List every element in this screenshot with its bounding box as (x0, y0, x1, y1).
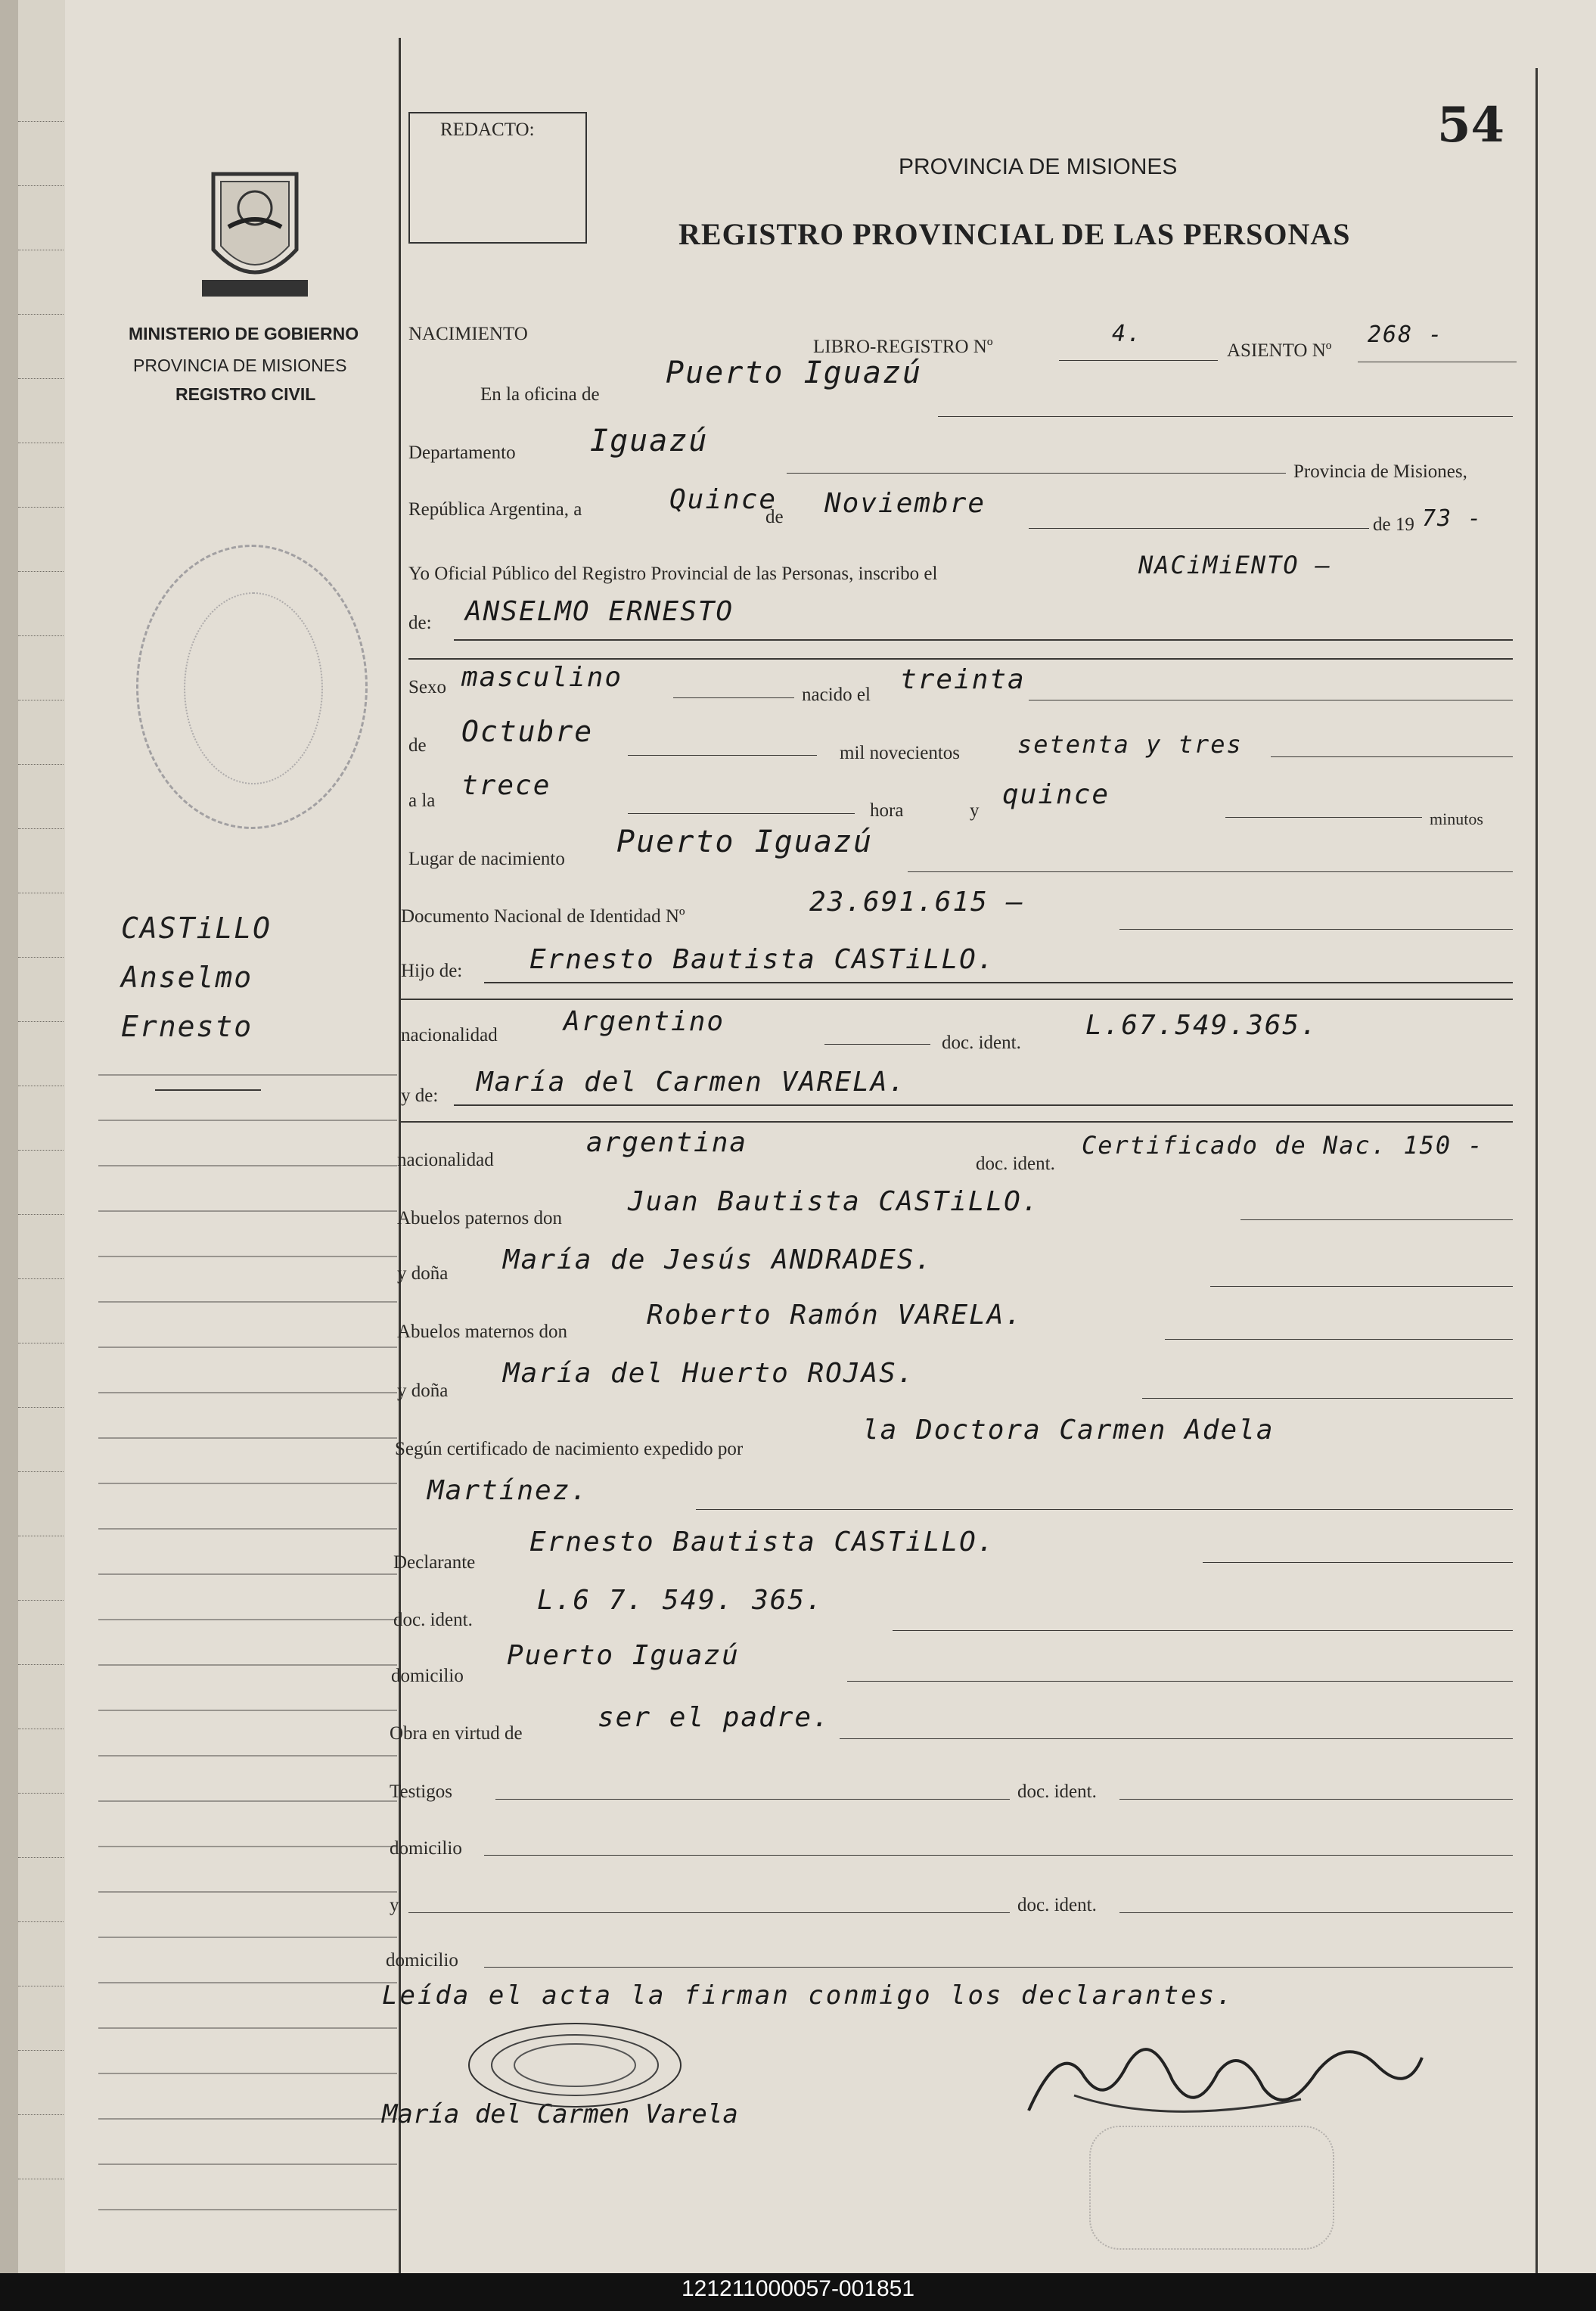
ala-label: a la (408, 791, 436, 811)
hijo-label: Hijo de: (401, 961, 463, 981)
inscribo-value: NACiMiENTO — (1138, 551, 1332, 579)
year-value: 73 - (1422, 505, 1483, 532)
ministry-line-2: PROVINCIA DE MISIONES (133, 356, 347, 375)
de-label: de (765, 507, 784, 527)
y-label: y (970, 800, 980, 821)
page-number: 54 (1437, 97, 1505, 154)
asiento-value: 268 - (1368, 321, 1444, 348)
provincial-crest-emblem (198, 166, 312, 300)
province-heading: PROVINCIA DE MISIONES (899, 154, 1178, 179)
testigos-docident-label: doc. ident. (1017, 1781, 1097, 1802)
margin-given-name-1: Anselmo (121, 961, 253, 994)
abuelo-mat-value: Roberto Ramón VARELA. (647, 1300, 1023, 1331)
nacimiento-label: NACIMIENTO (408, 324, 528, 344)
book-spine (0, 0, 18, 2273)
dni-label: Documento Nacional de Identidad Nº (401, 906, 685, 927)
libro-label: LIBRO-REGISTRO Nº (813, 337, 993, 357)
testigos-domicilio-label: domicilio (390, 1838, 462, 1859)
padre-docident-label: doc. ident. (942, 1033, 1021, 1053)
republica-label: República Argentina, a (408, 499, 582, 520)
mother-signature: María del Carmen Varela (382, 2099, 738, 2129)
margin-underline (155, 1089, 261, 1091)
madre-doc-value: Certificado de Nac. 150 - (1082, 1131, 1484, 1160)
abuelo-pat-value: Juan Bautista CASTiLLO. (628, 1186, 1040, 1217)
oficina-value: Puerto Iguazú (666, 356, 923, 390)
madre-docident-label: doc. ident. (976, 1154, 1055, 1174)
mil-label: mil novecientos (840, 743, 960, 763)
decl-docident-label: doc. ident. (393, 1610, 473, 1630)
mes-nac-value: Octubre (461, 715, 594, 748)
hora-label: hora (870, 800, 904, 821)
decl-doc-value: L.6 7. 549. 365. (537, 1585, 824, 1616)
madre-value: María del Carmen VARELA. (477, 1067, 907, 1098)
mes-value: Noviembre (824, 488, 986, 519)
nombre-value: ANSELMO ERNESTO (465, 596, 734, 627)
nacido-value: treinta (900, 664, 1026, 695)
abuelos-pat-label: Abuelos paternos don (397, 1208, 563, 1228)
ydona-mat-label: y doña (397, 1381, 449, 1401)
declarante-label: Declarante (393, 1552, 476, 1573)
lugar-label: Lugar de nacimiento (408, 849, 565, 869)
segun-value-2: Martínez. (427, 1475, 589, 1506)
de2-label: de (408, 735, 427, 756)
madre-nac-value: argentina (586, 1127, 748, 1158)
official-signature (1014, 2027, 1437, 2133)
libro-value: 4. (1112, 321, 1143, 347)
padre-nac-label: nacionalidad (401, 1025, 498, 1045)
departamento-label: Departamento (408, 443, 516, 463)
nacido-label: nacido el (802, 685, 871, 705)
testigo2-docident-label: doc. ident. (1017, 1895, 1097, 1915)
oficial-text: Yo Oficial Público del Registro Provincial de las Personas, inscribo el (408, 564, 938, 584)
segun-value: la Doctora Carmen Adela (862, 1415, 1275, 1446)
minutos-label: minutos (1430, 809, 1483, 828)
testigo2-domicilio-label: domicilio (386, 1950, 458, 1971)
margin-surname: CASTiLLO (121, 912, 272, 945)
ministry-line-1: MINISTERIO DE GOBIERNO (129, 324, 359, 343)
de-year-label: de 19 (1373, 514, 1414, 535)
y-final-label: y (390, 1895, 399, 1915)
obra-label: Obra en virtud de (390, 1723, 523, 1744)
yde-label: y de: (401, 1086, 439, 1106)
declarante-value: Ernesto Bautista CASTiLLO. (529, 1527, 995, 1558)
padre-value: Ernesto Bautista CASTiLLO. (529, 944, 995, 975)
ydona-pat-label: y doña (397, 1263, 449, 1284)
segun-label: Según certificado de nacimiento expedido por (395, 1439, 744, 1459)
oficina-label: En la oficina de (480, 384, 600, 405)
domicilio-value: Puerto Iguazú (507, 1640, 740, 1671)
mil-value: setenta y tres (1017, 730, 1243, 759)
minutos-value: quince (1002, 779, 1110, 810)
sexo-value: masculino (461, 662, 623, 693)
dia-value: Quince (669, 484, 778, 515)
margin-given-name-2: Ernesto (121, 1010, 253, 1043)
right-border (1535, 68, 1538, 2273)
faint-official-stamp (1089, 2126, 1334, 2250)
departamento-value: Iguazú (590, 424, 709, 458)
padre-doc-value: L.67.549.365. (1085, 1010, 1318, 1041)
domicilio-label: domicilio (391, 1666, 464, 1686)
lugar-value: Puerto Iguazú (616, 825, 874, 859)
ministry-line-3: REGISTRO CIVIL (175, 384, 316, 404)
abuela-pat-value: María de Jesús ANDRADES. (503, 1244, 933, 1275)
redacto-label: REDACTO: (440, 120, 535, 140)
registry-heading: REGISTRO PROVINCIAL DE LAS PERSONAS (678, 217, 1351, 251)
abuelos-mat-label: Abuelos maternos don (397, 1322, 567, 1342)
testigos-label: Testigos (390, 1781, 452, 1802)
sexo-label: Sexo (408, 677, 446, 697)
obra-value: ser el padre. (598, 1702, 831, 1733)
redacto-box (408, 112, 587, 244)
asiento-label: ASIENTO Nº (1227, 340, 1332, 361)
leida-closing-text: Leída el acta la firman conmigo los declarantes. (382, 1980, 1234, 2011)
hora-value: trece (461, 770, 551, 801)
mother-signature-flourish (454, 2012, 696, 2118)
dni-value: 23.691.615 — (809, 887, 1025, 918)
official-seal-stamp (136, 545, 368, 829)
abuela-mat-value: María del Huerto ROJAS. (503, 1358, 915, 1389)
madre-nac-label: nacionalidad (397, 1150, 494, 1170)
padre-nac-value: Argentino (564, 1006, 725, 1037)
de-nombre-label: de: (408, 613, 432, 633)
provincia-suffix: Provincia de Misiones, (1293, 461, 1467, 482)
previous-page-edge (18, 0, 67, 2273)
document-id: 121211000057-001851 (681, 2276, 915, 2301)
